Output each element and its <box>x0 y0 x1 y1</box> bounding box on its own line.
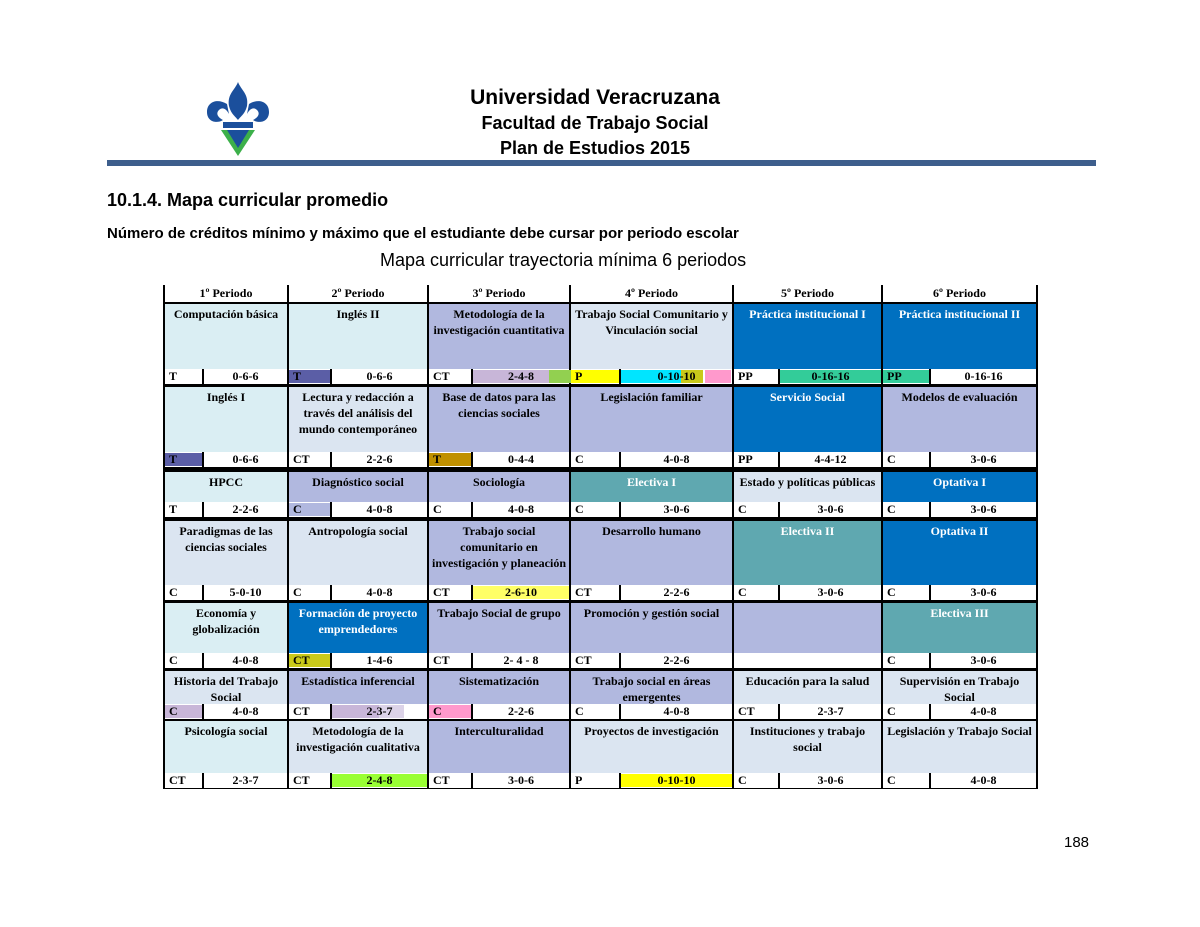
course-cell <box>883 671 1036 704</box>
course-name: Electiva I <box>627 475 676 489</box>
course-credits: 2-6-10 <box>505 585 537 599</box>
course-credits: 2-4-8 <box>508 369 534 383</box>
course-name: Metodología de la investigación cualitativa <box>296 724 420 754</box>
section-title: 10.1.4. Mapa curricular promedio <box>107 190 389 210</box>
course-credits: 3-0-6 <box>663 502 690 516</box>
course-credits: 2-3-7 <box>366 704 393 718</box>
course-name: Modelos de evaluación <box>901 390 1018 404</box>
course-credit-bar <box>734 653 881 668</box>
course-type-code: T <box>433 452 442 466</box>
period-header: 4º Periodo <box>571 285 732 302</box>
course-type-code: PP <box>887 369 902 383</box>
course-name: Legislación y Trabajo Social <box>887 724 1032 738</box>
course-cell <box>289 721 427 773</box>
course-credits: 3-0-6 <box>817 502 844 516</box>
course-credits: 1-4-6 <box>366 653 393 667</box>
course-name: Práctica institucional II <box>898 307 1021 321</box>
course-credits <box>780 653 881 668</box>
course-name: Metodología de la investigación cuantitativa <box>433 307 565 337</box>
course-credit-bar <box>429 585 569 600</box>
course-name: Promoción y gestión social <box>583 606 720 620</box>
period-header: 1º Periodo <box>165 285 287 302</box>
course-cell <box>289 304 427 369</box>
course-type-code: C <box>887 452 896 466</box>
course-credits: 0-16-16 <box>811 369 850 383</box>
course-type-code: C <box>169 704 178 718</box>
course-credit-bar <box>571 502 732 517</box>
course-type-code: C <box>887 502 896 516</box>
course-credit-bar <box>571 704 732 719</box>
course-cell <box>429 721 569 773</box>
course-cell <box>289 603 427 653</box>
course-credit-bar <box>289 653 427 668</box>
period-header: 6º Periodo <box>883 285 1036 302</box>
university-logo-icon <box>205 80 271 158</box>
course-credit-bar <box>165 704 287 719</box>
course-credits: 0-6-6 <box>232 369 259 383</box>
course-name: Electiva II <box>780 524 835 538</box>
course-credit-bar <box>734 585 881 600</box>
course-cell <box>734 472 881 502</box>
subtitle: Número de créditos mínimo y máximo que el estudiante debe cursar por periodo escolar <box>107 225 739 242</box>
course-name: Computación básica <box>173 307 279 321</box>
course-type-code: C <box>433 502 442 516</box>
course-type-code: CT <box>293 653 310 667</box>
course-cell <box>289 521 427 585</box>
course-credit-bar <box>429 653 569 668</box>
course-cell <box>734 671 881 704</box>
course-credits: 4-0-8 <box>232 704 259 718</box>
course-credits: 4-0-8 <box>508 502 534 516</box>
course-credit-bar <box>734 502 881 517</box>
course-name: HPCC <box>209 475 243 489</box>
course-cell <box>734 387 881 452</box>
course-cell <box>429 671 569 704</box>
course-type-code: C <box>575 704 584 718</box>
course-type-code: CT <box>575 585 592 599</box>
course-credit-bar <box>165 585 287 600</box>
course-cell <box>571 304 732 369</box>
course-credit-bar <box>734 369 881 384</box>
course-credit-bar <box>165 653 287 668</box>
course-type-code: C <box>738 502 747 516</box>
course-credit-bar <box>734 452 881 467</box>
course-name: Supervisión en Trabajo Social <box>899 674 1020 704</box>
period-header: 5º Periodo <box>734 285 881 302</box>
course-type-code: C <box>887 653 896 667</box>
course-name: Lectura y redacción a través del análisis del mundo contemporáneo <box>298 390 418 436</box>
course-credits: 3-0-6 <box>817 585 844 599</box>
course-name: Optativa I <box>932 475 986 489</box>
header-divider <box>107 160 1096 166</box>
course-credit-bar <box>289 369 427 384</box>
course-cell <box>883 387 1036 452</box>
course-credit-bar <box>883 585 1036 600</box>
course-name: Práctica institucional I <box>749 307 866 321</box>
faculty-name: Facultad de Trabajo Social <box>481 113 709 133</box>
course-name: Formación de proyecto emprendedores <box>298 606 418 636</box>
course-credits: 2-2-6 <box>508 704 534 718</box>
course-type-code: T <box>169 452 178 466</box>
course-credit-bar <box>165 773 287 788</box>
course-credit-bar <box>883 653 1036 668</box>
course-credit-bar <box>734 773 881 788</box>
course-type-code: C <box>887 773 896 787</box>
course-credit-bar <box>289 704 427 719</box>
course-name: Electiva III <box>930 606 989 620</box>
course-name: Instituciones y trabajo social <box>749 724 866 754</box>
course-credits: 2-3-7 <box>232 773 259 787</box>
course-cell <box>734 721 881 773</box>
course-type-code: C <box>575 452 584 466</box>
course-type-code: P <box>575 773 583 787</box>
course-credits: 0-6-6 <box>232 452 259 466</box>
course-type-code: C <box>293 585 302 599</box>
course-cell <box>571 671 732 704</box>
course-credit-bar <box>734 704 881 719</box>
course-type-code: PP <box>738 369 753 383</box>
course-credit-bar <box>883 704 1036 719</box>
map-title: Mapa curricular trayectoria mínima 6 periodos <box>380 250 747 270</box>
course-type-code: CT <box>433 653 450 667</box>
course-type-code: P <box>575 369 583 383</box>
course-name: Antropología social <box>308 524 408 538</box>
course-credits: 2-2-6 <box>663 585 690 599</box>
course-type-code: T <box>293 369 302 383</box>
course-credit-bar <box>429 502 569 517</box>
course-cell <box>165 521 287 585</box>
course-cell <box>883 472 1036 502</box>
period-header: 3º Periodo <box>429 285 569 302</box>
course-cell <box>165 721 287 773</box>
course-credits: 3-0-6 <box>970 653 997 667</box>
course-cell <box>734 603 881 653</box>
course-type-code: PP <box>738 452 753 466</box>
page-number: 188 <box>1064 834 1090 851</box>
course-cell <box>165 304 287 369</box>
course-credits: 0-16-16 <box>964 369 1003 383</box>
course-cell <box>165 603 287 653</box>
course-cell <box>429 304 569 369</box>
course-credits: 3-0-6 <box>970 502 997 516</box>
course-cell <box>571 721 732 773</box>
course-credits: 2- 4 - 8 <box>503 653 539 667</box>
course-credits: 0-4-4 <box>508 452 534 466</box>
course-name: Estado y políticas públicas <box>739 475 876 489</box>
course-name: Base de datos para las ciencias sociales <box>442 390 556 420</box>
course-name: Economía y globalización <box>192 606 260 636</box>
course-credits: 3-0-6 <box>970 585 997 599</box>
course-type-code: CT <box>293 452 310 466</box>
course-type-code: CT <box>433 585 450 599</box>
course-type-code: T <box>169 502 178 516</box>
course-name: Legislación familiar <box>600 390 703 404</box>
course-type-code: CT <box>433 773 450 787</box>
course-cell <box>429 472 569 502</box>
course-credit-bar <box>429 704 569 719</box>
course-type-code: CT <box>738 704 755 718</box>
course-type-code <box>734 653 778 668</box>
course-credits: 2-2-6 <box>366 452 393 466</box>
course-name: Trabajo Social de grupo <box>437 606 561 620</box>
course-name: Sistematización <box>459 674 539 688</box>
course-cell <box>429 603 569 653</box>
plan-name: Plan de Estudios 2015 <box>499 138 691 158</box>
course-cell <box>289 671 427 704</box>
course-name: Trabajo social comunitario en investigación y planeación <box>432 524 567 570</box>
course-credits: 4-0-8 <box>970 773 997 787</box>
course-name: Estadística inferencial <box>301 674 415 688</box>
course-cell <box>165 671 287 704</box>
course-name: Proyectos de investigación <box>584 724 719 738</box>
course-type-code: C <box>575 502 584 516</box>
course-name: Sociología <box>472 475 525 489</box>
course-type-code: CT <box>293 773 310 787</box>
course-name: Optativa II <box>930 524 989 538</box>
course-credit-bar <box>571 369 732 384</box>
course-cell <box>883 304 1036 369</box>
course-credits: 4-4-12 <box>814 452 847 466</box>
course-credit-bar <box>571 773 732 788</box>
course-name: Servicio Social <box>770 390 845 404</box>
period-header: 2º Periodo <box>289 285 427 302</box>
course-credit-bar <box>883 773 1036 788</box>
course-credits: 0-6-6 <box>366 369 393 383</box>
course-credits: 4-0-8 <box>366 502 393 516</box>
course-type-code: CT <box>293 704 310 718</box>
course-credit-bar <box>571 585 732 600</box>
course-name: Paradigmas de las ciencias sociales <box>179 524 273 554</box>
course-credits: 0-10-10 <box>657 369 696 383</box>
course-name: Inglés I <box>206 390 246 404</box>
course-credits: 2-2-6 <box>663 653 690 667</box>
course-name: Trabajo social en áreas emergentes <box>592 674 711 704</box>
course-cell <box>289 472 427 502</box>
course-name: Psicología social <box>184 724 268 738</box>
course-credit-bar <box>429 369 569 384</box>
course-credit-bar <box>289 452 427 467</box>
course-cell <box>571 387 732 452</box>
course-type-code: C <box>169 653 178 667</box>
course-cell <box>429 521 569 585</box>
course-credits: 5-0-10 <box>229 585 262 599</box>
course-credit-bar <box>571 452 732 467</box>
course-cell <box>734 521 881 585</box>
course-type-code: C <box>293 502 302 516</box>
course-type-code: T <box>169 369 178 383</box>
university-name: Universidad Veracruzana <box>470 86 720 109</box>
course-type-code: C <box>738 773 747 787</box>
course-credit-bar <box>571 653 732 668</box>
course-credits: 2-4-8 <box>366 773 393 787</box>
course-credits: 3-0-6 <box>970 452 997 466</box>
course-credits: 4-0-8 <box>970 704 997 718</box>
course-credits: 3-0-6 <box>508 773 534 787</box>
course-credit-bar <box>165 369 287 384</box>
course-credits: 4-0-8 <box>232 653 259 667</box>
course-type-code: C <box>887 585 896 599</box>
course-cell <box>883 521 1036 585</box>
course-credit-bar <box>429 773 569 788</box>
course-cell <box>734 304 881 369</box>
course-type-code: C <box>887 704 896 718</box>
course-cell <box>571 521 732 585</box>
course-credit-bar <box>165 452 287 467</box>
course-name: Inglés II <box>336 307 380 321</box>
course-credit-bar <box>883 369 1036 384</box>
course-credit-bar <box>165 502 287 517</box>
course-credit-bar <box>883 502 1036 517</box>
course-type-code: CT <box>575 653 592 667</box>
course-credits: 2-2-6 <box>232 502 259 516</box>
course-name: Trabajo Social Comunitario y Vinculación social <box>575 307 728 337</box>
course-type-code: C <box>738 585 747 599</box>
course-type-code: CT <box>433 369 450 383</box>
course-type-code: C <box>169 585 178 599</box>
course-cell <box>165 472 287 502</box>
course-name: Interculturalidad <box>454 724 544 738</box>
course-credit-bar <box>289 502 427 517</box>
course-name: Desarrollo humano <box>602 524 701 538</box>
course-credit-bar <box>289 773 427 788</box>
course-name: Diagnóstico social <box>312 475 404 489</box>
course-credit-bar <box>883 452 1036 467</box>
course-cell <box>429 387 569 452</box>
course-credits: 4-0-8 <box>663 704 690 718</box>
course-credits: 4-0-8 <box>663 452 690 466</box>
course-cell <box>571 472 732 502</box>
course-type-code: C <box>433 704 442 718</box>
curricular-map-table <box>163 285 1038 789</box>
course-name: Historia del Trabajo Social <box>173 674 279 704</box>
course-type-code: CT <box>169 773 186 787</box>
course-cell <box>571 603 732 653</box>
course-credits: 3-0-6 <box>817 773 844 787</box>
course-cell <box>289 387 427 452</box>
course-name: Educación para la salud <box>745 674 870 688</box>
course-credits: 2-3-7 <box>817 704 844 718</box>
course-credit-bar <box>429 452 569 467</box>
course-cell <box>165 387 287 452</box>
course-credits: 0-10-10 <box>657 773 696 787</box>
course-cell <box>883 603 1036 653</box>
course-credit-bar <box>289 585 427 600</box>
course-cell <box>883 721 1036 773</box>
course-credits: 4-0-8 <box>366 585 393 599</box>
